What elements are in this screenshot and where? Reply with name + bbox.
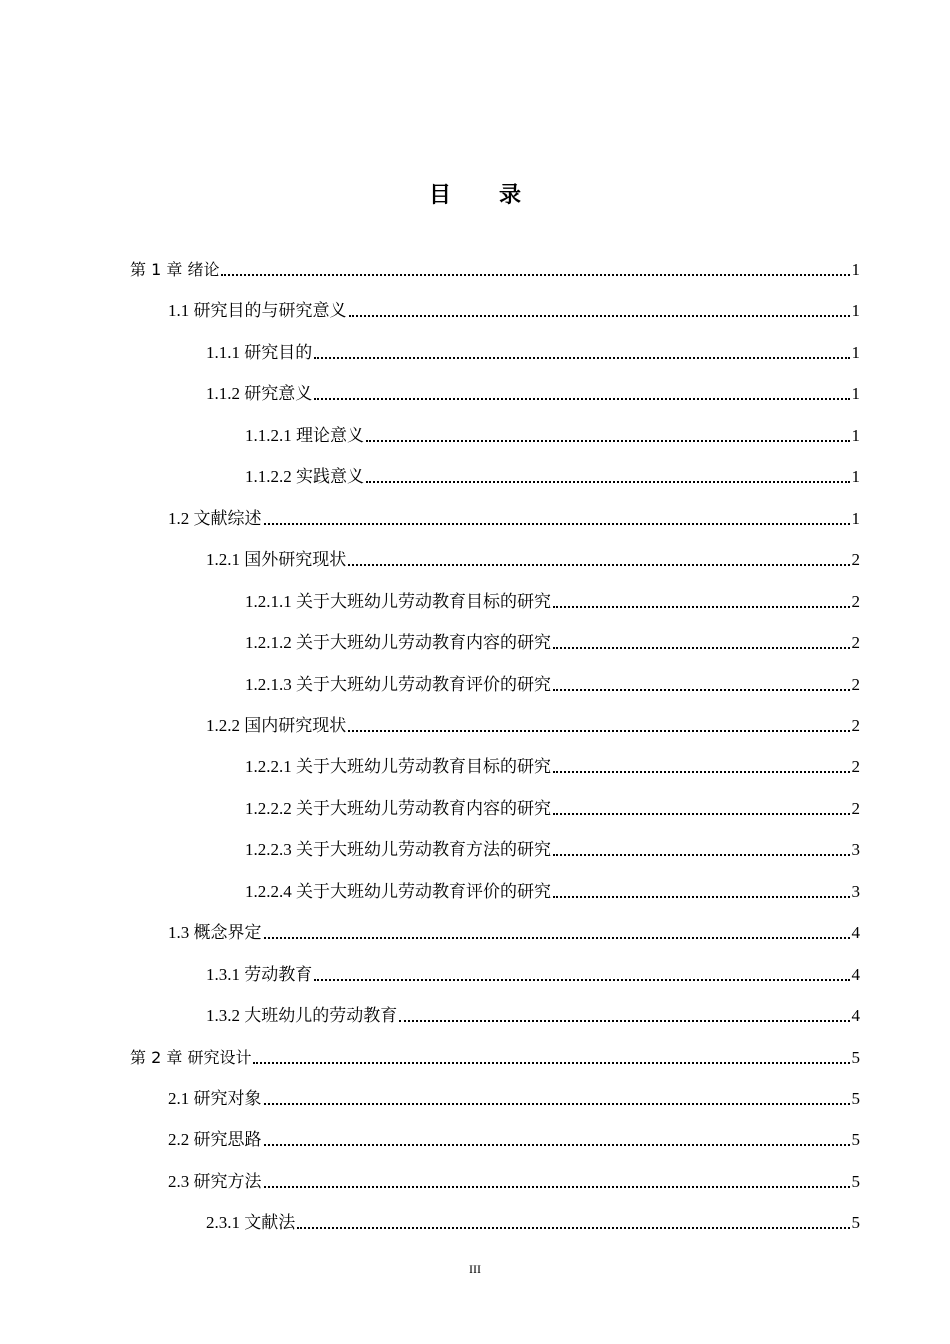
toc-dot-leader <box>553 605 850 608</box>
toc-entry-page: 2 <box>851 591 860 611</box>
toc-dot-leader <box>314 397 849 400</box>
toc-entry[interactable] <box>206 530 860 571</box>
toc-entry[interactable] <box>245 447 860 488</box>
toc-chapter-entry[interactable] <box>130 240 860 281</box>
toc-chapter-entry[interactable] <box>130 1028 860 1069</box>
toc-entry-label: 1.2.2 国内研究现状 <box>206 715 347 735</box>
toc-entry-page: 5 <box>851 1089 860 1108</box>
toc-dot-leader <box>553 688 850 691</box>
toc-entry-label: 1.1 研究目的与研究意义 <box>168 301 347 321</box>
toc-dot-leader <box>366 439 850 442</box>
toc-entry-page: 1 <box>851 425 860 445</box>
toc-dot-leader <box>553 770 850 773</box>
toc-dot-leader <box>366 480 850 483</box>
page-number-footer: III <box>469 1262 481 1276</box>
toc-entry-label: 1.2.1.1 关于大班幼儿劳动教育目标的研究 <box>245 591 551 611</box>
toc-entry-label: 1.2.2.2 关于大班幼儿劳动教育内容的研究 <box>245 798 551 818</box>
toc-entry[interactable] <box>168 281 860 322</box>
toc-entry-label: 1.2.2.4 关于大班幼儿劳动教育评价的研究 <box>245 881 551 901</box>
toc-entry-page: 1 <box>851 384 860 404</box>
toc-entry[interactable] <box>245 862 860 903</box>
toc-entry[interactable] <box>245 737 860 778</box>
toc-dot-leader <box>314 356 849 359</box>
toc-entry-page: 5 <box>851 1171 860 1191</box>
toc-entry-label: 1.2.1 国外研究现状 <box>206 550 347 570</box>
toc-entry-label: 1.2.2.1 关于大班幼儿劳动教育目标的研究 <box>245 757 551 777</box>
toc-entry-label: 第 1 章 绪论 <box>130 260 220 279</box>
toc-entry-label: 1.2.2.3 关于大班幼儿劳动教育方法的研究 <box>245 840 551 860</box>
toc-entry-label: 1.1.2 研究意义 <box>206 384 313 404</box>
toc-entry[interactable] <box>168 903 860 944</box>
toc-entry-page: 1 <box>851 342 860 362</box>
toc-entry[interactable] <box>206 945 860 986</box>
toc-entry[interactable] <box>168 1152 860 1193</box>
toc-entry-label: 2.1 研究对象 <box>168 1089 262 1108</box>
toc-dot-leader <box>221 273 849 276</box>
toc-entry-page: 2 <box>851 757 860 777</box>
page-title <box>0 178 950 209</box>
toc-entry[interactable] <box>206 323 860 364</box>
toc-entry-label: 1.2 文献综述 <box>168 508 262 528</box>
toc-entry-page: 1 <box>851 260 860 279</box>
toc-entry-page: 5 <box>851 1130 860 1150</box>
toc-entry-page: 4 <box>851 964 860 984</box>
toc-entry-label: 1.3 概念界定 <box>168 923 262 943</box>
toc-dot-leader <box>348 563 849 566</box>
toc-dot-leader <box>553 853 850 856</box>
toc-entry-page: 3 <box>851 881 860 901</box>
toc-entry[interactable] <box>245 613 860 654</box>
toc-entry[interactable] <box>206 986 860 1027</box>
toc-entry-page: 3 <box>851 840 860 860</box>
toc-dot-leader <box>553 646 850 649</box>
page-title-right: 录 <box>499 183 522 208</box>
toc-entry-label: 1.2.1.2 关于大班幼儿劳动教育内容的研究 <box>245 633 551 653</box>
toc-entry-page: 1 <box>851 467 860 487</box>
toc-entry[interactable] <box>168 1110 860 1151</box>
toc-entry-label: 1.3.1 劳动教育 <box>206 964 313 984</box>
toc-entry[interactable] <box>245 820 860 861</box>
toc-entry-label: 2.3.1 文献法 <box>206 1213 296 1233</box>
toc-entry-page: 1 <box>851 301 860 321</box>
toc-entry-page: 2 <box>851 633 860 653</box>
toc-dot-leader <box>553 812 850 815</box>
toc-entry[interactable] <box>245 655 860 696</box>
toc-dot-leader <box>348 729 849 732</box>
toc-entry-page: 5 <box>851 1213 860 1233</box>
toc-dot-leader <box>314 978 849 981</box>
toc-entry-page: 5 <box>851 1047 860 1067</box>
toc-entry[interactable] <box>206 696 860 737</box>
toc-entry-label: 2.3 研究方法 <box>168 1171 262 1191</box>
toc-entry-label: 1.2.1.3 关于大班幼儿劳动教育评价的研究 <box>245 674 551 694</box>
toc-entry-page: 2 <box>851 715 860 735</box>
toc-dot-leader <box>264 1102 850 1105</box>
toc-entry[interactable] <box>206 364 860 405</box>
toc-dot-leader <box>264 1185 850 1188</box>
toc-entry-label: 1.1.1 研究目的 <box>206 342 313 362</box>
toc-entry-page: 4 <box>851 1006 860 1026</box>
toc-entry[interactable] <box>168 1069 860 1110</box>
toc-dot-leader <box>264 936 850 939</box>
toc-entry-page: 4 <box>851 923 860 943</box>
toc-entry-label: 1.1.2.2 实践意义 <box>245 467 364 487</box>
toc-dot-leader <box>297 1226 849 1229</box>
toc-entry-label: 2.2 研究思路 <box>168 1130 262 1150</box>
toc-entry-page: 2 <box>851 550 860 570</box>
toc-dot-leader <box>553 895 850 898</box>
page-title-left: 目 <box>428 183 451 208</box>
toc-entry[interactable] <box>245 406 860 447</box>
toc-entry-label: 第 2 章 研究设计 <box>130 1047 252 1067</box>
toc-dot-leader <box>264 522 850 525</box>
toc-entry-page: 2 <box>851 674 860 694</box>
toc-entry-label: 1.3.2 大班幼儿的劳动教育 <box>206 1006 398 1026</box>
toc-entry[interactable] <box>168 489 860 530</box>
toc-dot-leader <box>349 314 850 317</box>
toc-dot-leader <box>253 1061 849 1064</box>
toc-entry[interactable] <box>206 1193 860 1234</box>
toc-entry-page: 1 <box>851 508 860 528</box>
toc-dot-leader <box>399 1019 849 1022</box>
toc-entry[interactable] <box>245 572 860 613</box>
toc-entry[interactable] <box>245 779 860 820</box>
toc-entry-page: 2 <box>851 798 860 818</box>
toc-dot-leader <box>264 1143 850 1146</box>
toc-entry-label: 1.1.2.1 理论意义 <box>245 425 364 445</box>
